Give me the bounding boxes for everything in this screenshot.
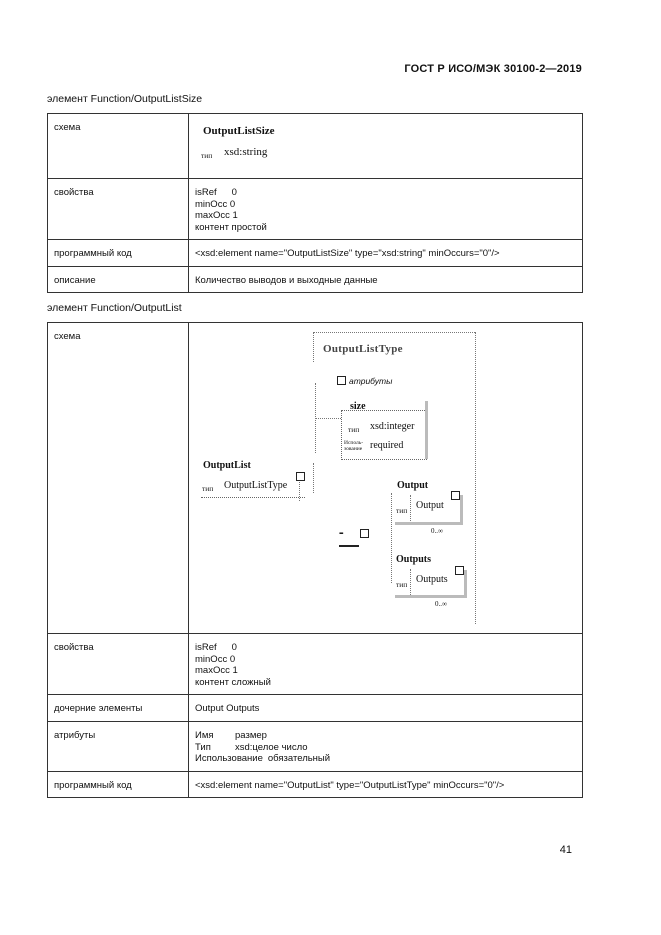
section-caption-outputlist: элемент Function/OutputList [47, 302, 182, 314]
page-number: 41 [559, 844, 572, 856]
output-type-label: тип [396, 506, 408, 515]
row-key-schema: схема [48, 323, 189, 634]
schema-cell [189, 323, 583, 634]
size-use-value: required [370, 440, 404, 451]
attr-name-label: Имя [195, 730, 214, 741]
document-header: ГОСТ Р ИСО/МЭК 30100-2—2019 [404, 63, 582, 75]
children-cell: Output Outputs [189, 695, 583, 722]
attr-type-value: xsd:целое число [235, 741, 308, 753]
code-cell: <xsd:element name="OutputListSize" type="xsd:string" minOccurs="0"/> [189, 240, 583, 267]
table-row [48, 323, 583, 634]
root-type-label: тип [202, 484, 214, 493]
section-caption-outputlistsize: элемент Function/OutputListSize [47, 93, 203, 105]
isref-label: isRef [195, 642, 217, 653]
table-row [48, 722, 583, 772]
outputs-type-value: Outputs [416, 574, 448, 585]
table-row [48, 179, 583, 240]
root-element-name: OutputList [203, 460, 251, 471]
diagram-element-name: OutputListSize [203, 125, 275, 137]
table-row [48, 771, 583, 798]
attributes-label: атрибуты [349, 376, 393, 386]
output-type-value: Output [416, 500, 444, 511]
output-element-name: Output [397, 480, 429, 491]
outputlist-diagram [189, 323, 582, 633]
attr-type-label: Тип [195, 741, 211, 753]
schema-cell [189, 114, 583, 179]
row-key-description: описание [48, 266, 189, 293]
content-value: контент простой [195, 221, 267, 233]
content-value: контент сложный [195, 676, 271, 688]
size-attribute-name: size [350, 401, 366, 412]
isref-value: 0 [231, 642, 237, 653]
attribute-group-icon [337, 376, 346, 385]
attributes-cell [189, 722, 583, 772]
size-use-label: Исполь- зование [344, 440, 364, 452]
output-occurrence: 0..∞ [431, 527, 443, 535]
outputs-type-label: тип [396, 580, 408, 589]
maxocc-value: maxOcc 1 [195, 210, 238, 221]
maxocc-value: maxOcc 1 [195, 665, 238, 676]
output-expand-icon [451, 491, 460, 500]
row-key-code: программный код [48, 240, 189, 267]
outputs-occurrence: 0..∞ [435, 600, 447, 608]
row-key-properties: свойства [48, 634, 189, 695]
expand-icon [296, 472, 305, 481]
minocc-value: minOcc 0 [195, 198, 236, 210]
attr-name-value: размер [235, 730, 267, 741]
description-cell: Количество выводов и выходные данные [189, 266, 583, 293]
table-row [48, 266, 583, 293]
size-type-label: тип [348, 425, 360, 434]
type-title: OutputListType [323, 343, 403, 355]
outputlistsize-table [47, 113, 583, 293]
row-key-children: дочерние элементы [48, 695, 189, 722]
table-row [48, 695, 583, 722]
row-key-code: программный код [48, 771, 189, 798]
table-row [48, 240, 583, 267]
outputs-expand-icon [455, 566, 464, 575]
table-row [48, 114, 583, 179]
row-key-schema: схема [48, 114, 189, 179]
root-type-value: OutputListType [224, 480, 288, 491]
size-type-value: xsd:integer [370, 421, 415, 432]
code-cell: <xsd:element name="OutputList" type="OutputListType" minOccurs="0"/> [189, 771, 583, 798]
row-key-attributes: атрибуты [48, 722, 189, 772]
isref-value: 0 [231, 187, 237, 198]
sequence-expand-icon [360, 529, 369, 538]
row-key-properties: свойства [48, 179, 189, 240]
attr-use-label: Использование [195, 753, 263, 764]
outputs-element-name: Outputs [396, 554, 432, 565]
sequence-symbol: ▪▪▪ [339, 531, 343, 537]
attr-use-value: обязательный [267, 753, 331, 764]
properties-cell [189, 634, 583, 695]
diagram-type-label: тип [201, 151, 213, 160]
isref-label: isRef [195, 187, 217, 198]
outputlist-table [47, 322, 583, 798]
table-row [48, 634, 583, 695]
minocc-value: minOcc 0 [195, 653, 236, 665]
diagram-type-value: xsd:string [224, 146, 268, 158]
properties-cell [189, 179, 583, 240]
